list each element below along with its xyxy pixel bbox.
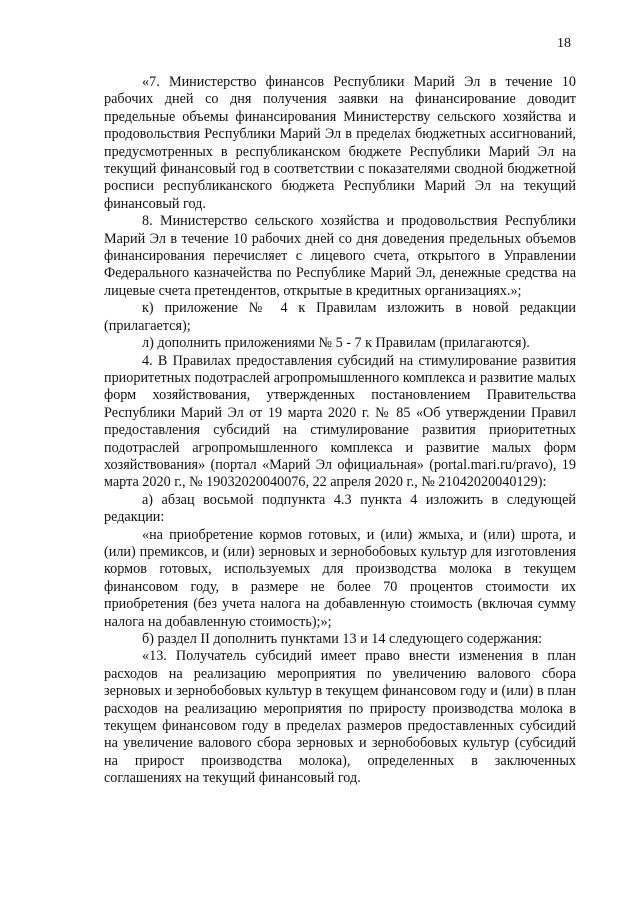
paragraph-subitem-k: к) приложение № 4 к Правилам изложить в новой редакции (прилагается); (104, 300, 576, 334)
paragraph-item-4-subsidy-rules: 4. В Правилах предоставления субсидий на стимулирование развития приоритетных подотраслей агропромышленного комплекса и развитие малых форм хозяйствования, утвержденных постановлением Правительства Республики Марий Эл от 19 марта 2020 г. № 85 «Об утверждении Правил предоставления субсидий на стимулирование развития приоритетных подотраслей агропромышленного комплекса и развитие малых форм хозяйствования» (портал «Марий Эл официальная» (portal.mari.ru/pravo), 19 марта 2020 г., № 19032020040076, 22 апреля 2020 г., № 21042020040129): (104, 352, 576, 491)
paragraph-subitem-b: б) раздел II дополнить пунктами 13 и 14 следующего содержания: (142, 631, 543, 647)
paragraph-item-8-agriculture-ministry: 8. Министерство сельского хозяйства и продовольствия Республики Марий Эл в течение 10 рабочих дней со дня доведения предельных объемов финансирования перечисляет с лицевого счета, открытого в Управлении Федерального казначейства по Республике Марий Эл, денежные средства на лицевые счета претендентов, открытые в кредитных организациях.»; (104, 213, 576, 299)
paragraph-subitem-l: л) дополнить приложениями № 5 - 7 к Правилам (прилагаются). (142, 335, 530, 352)
paragraph-quoted-item-13: «13. Получатель субсидий имеет право внести изменения в план расходов на реализацию мероприятия по увеличению валового сбора зерновых и зернобобовых культур в текущем финансовом году и (или) в план расходов на реализацию мероприятия по приросту производства молока в текущем финансовом году в пределах размеров предоставленных субсидий на увеличение валового сбора зерновых и зернобобовых культур (субсидий на прирост производства молока), определенных в заключенных соглашениях на текущий финансовый год. (104, 648, 576, 787)
page-number: 18 (557, 36, 571, 51)
paragraph-subitem-a: а) абзац восьмой подпункта 4.3 пункта 4 изложить в следующей редакции: (104, 491, 576, 526)
paragraph-item-7-finance-ministry: «7. Министерство финансов Республики Марий Эл в течение 10 рабочих дней со дня получения заявки на финансирование доводит предельные объемы финансирования Министерству сельского хозяйства и продовольствия Республики Марий Эл в пределах бюджетных ассигнований, предусмотренных в республиканском бюджете Республики Марий Эл на текущий финансовый год в соответствии с показателями сводной бюджетной росписи республиканского бюджета Республики Марий Эл на текущий финансовый год. (104, 74, 576, 212)
document-body (104, 74, 576, 788)
paragraph-quoted-feed-purchase: «на приобретение кормов готовых, и (или) жмыха, и (или) шрота, и (или) премиксов, и (или) зерновых и зернобобовых культур для изготовления кормов готовых, используемых для производства молока в текущем финансовом году, в размере не более 70 процентов стоимости их приобретения (без учета налога на добавленную стоимость (включая сумму налога на добавленную стоимость);»; (104, 526, 576, 630)
